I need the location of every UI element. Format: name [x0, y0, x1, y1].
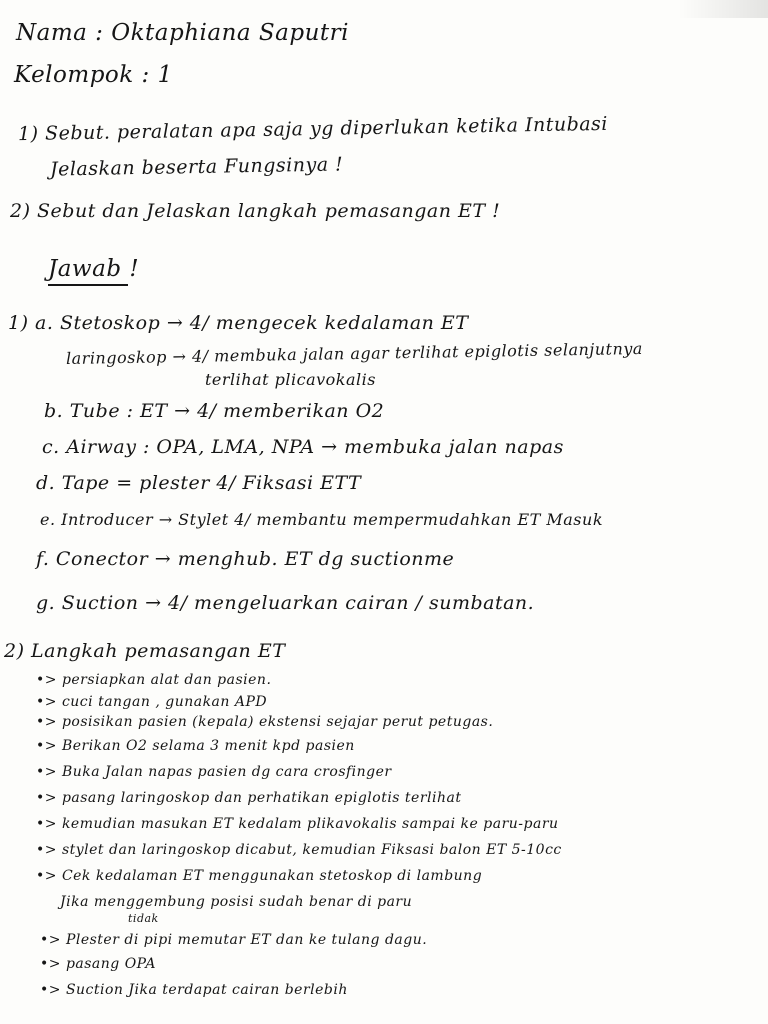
step-9-note: tidak	[128, 912, 159, 925]
group-number: Kelompok : 1	[14, 62, 173, 88]
answer-1g: g. Suction → 4/ mengeluarkan cairan / sumbatan.	[36, 592, 535, 614]
question-1-cont: Jelaskan beserta Fungsinya !	[49, 153, 344, 181]
question-1: 1) Sebut. peralatan apa saja yg diperlukan ketika Intubasi	[17, 112, 609, 146]
student-name: Nama : Oktaphiana Saputri	[16, 20, 350, 46]
step-12: •> Suction Jika terdapat cairan berlebih	[40, 982, 348, 998]
step-10: •> Plester di pipi memutar ET dan ke tulang dagu.	[40, 932, 428, 948]
answer-1a-laringoskop: laringoskop → 4/ membuka jalan agar terlihat epiglotis selanjutnya	[65, 338, 644, 369]
answer-heading-underline	[48, 284, 128, 286]
answer-1e: e. Introducer → Stylet 4/ membantu mempermudahkan ET Masuk	[40, 510, 604, 529]
answer-1a: 1) a. Stetoskop → 4/ mengecek kedalaman ET	[8, 312, 469, 334]
answer-2-title: 2) Langkah pemasangan ET	[4, 640, 286, 662]
step-7: •> kemudian masukan ET kedalam plikavokalis sampai ke paru-paru	[36, 816, 559, 832]
paper-shadow	[678, 0, 768, 18]
step-11: •> pasang OPA	[40, 956, 156, 972]
step-2: •> cuci tangan , gunakan APD	[36, 694, 268, 710]
answer-heading: Jawab !	[48, 256, 140, 282]
answer-1f: f. Conector → menghub. ET dg suctionme	[36, 548, 455, 570]
step-5: •> Buka Jalan napas pasien dg cara crosfinger	[36, 764, 392, 780]
step-9: •> Cek kedalaman ET menggunakan stetoskop di lambung	[36, 868, 483, 884]
answer-1b: b. Tube : ET → 4/ memberikan O2	[44, 400, 385, 422]
step-9-cont: Jika menggembung posisi sudah benar di paru	[60, 894, 413, 910]
step-1: •> persiapkan alat dan pasien.	[36, 672, 272, 688]
answer-1d: d. Tape = plester 4/ Fiksasi ETT	[36, 472, 362, 494]
step-8: •> stylet dan laringoskop dicabut, kemudian Fiksasi balon ET 5-10cc	[36, 842, 562, 858]
step-3: •> posisikan pasien (kepala) ekstensi sejajar perut petugas.	[36, 714, 494, 730]
question-2: 2) Sebut dan Jelaskan langkah pemasangan ET !	[10, 200, 501, 222]
step-4: •> Berikan O2 selama 3 menit kpd pasien	[36, 738, 355, 754]
answer-1c: c. Airway : OPA, LMA, NPA → membuka jalan napas	[42, 436, 564, 458]
step-6: •> pasang laringoskop dan perhatikan epiglotis terlihat	[36, 790, 462, 806]
answer-1a-cont: terlihat plicavokalis	[205, 370, 376, 389]
